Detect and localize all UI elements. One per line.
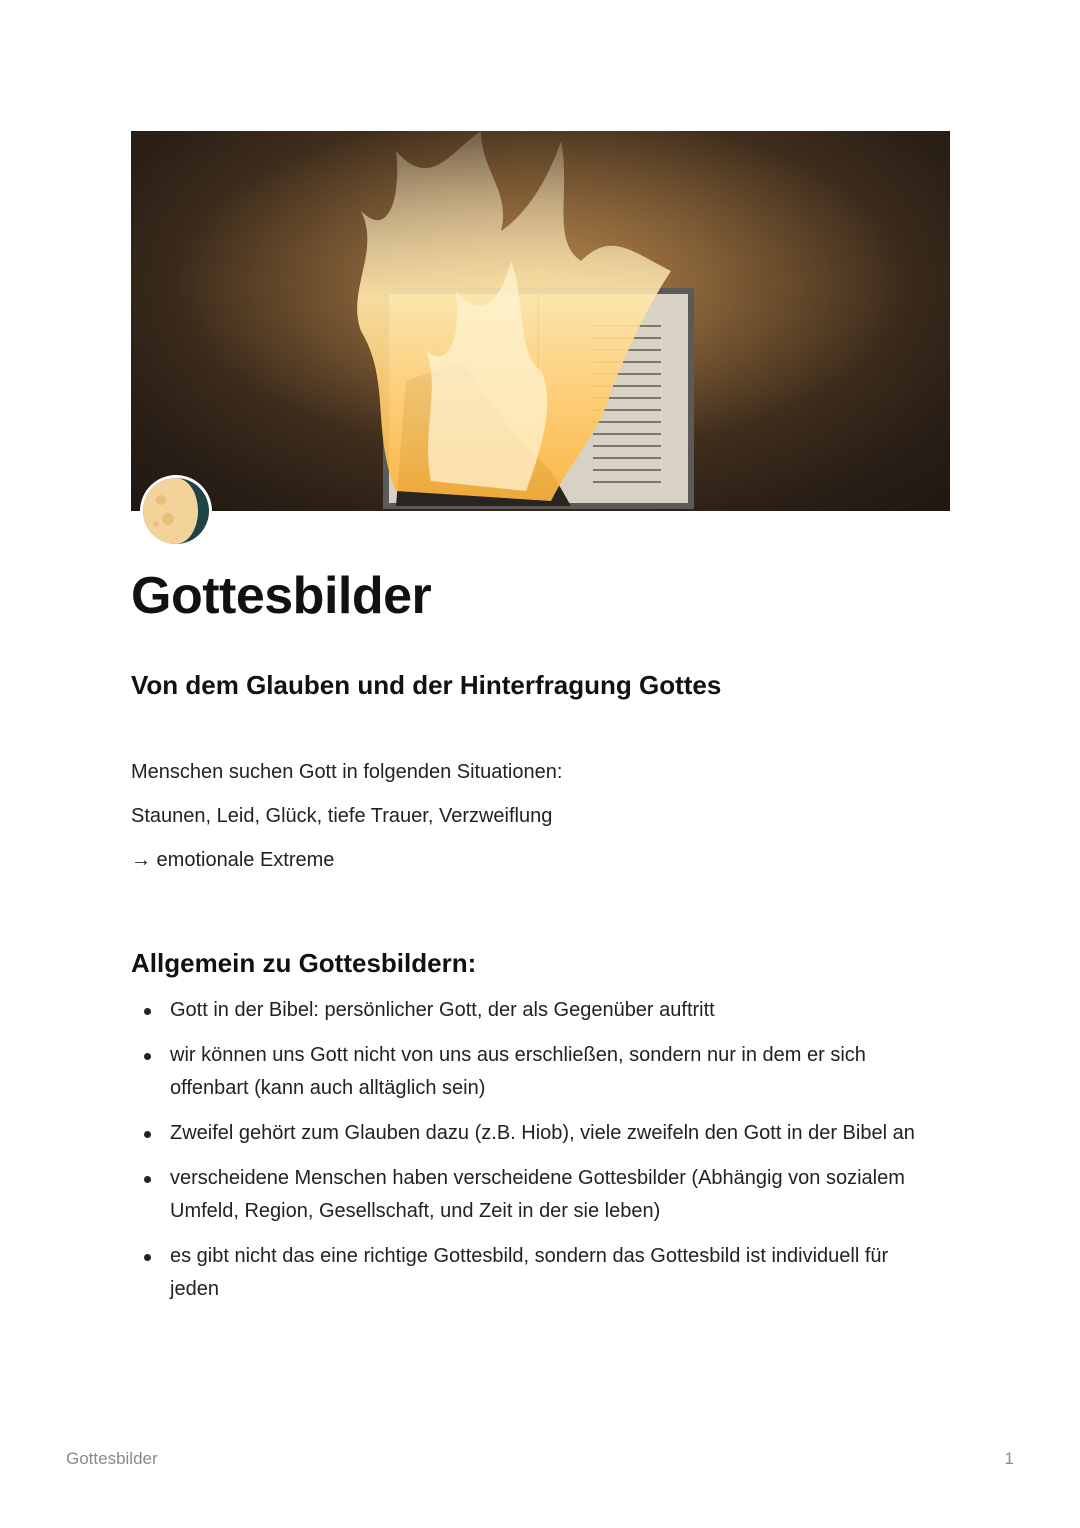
- list-item: [131, 1039, 941, 1105]
- bullet-text: verscheidene Menschen haben verscheidene Gottesbilder (Abhängig von sozialem Umfeld, Region, Gesellschaft, und Zeit in der sie leben): [170, 1167, 905, 1222]
- bullet-text: wir können uns Gott nicht von uns aus erschließen, sondern nur in dem er sich offenbart (kann auch alltäglich sein): [170, 1044, 866, 1099]
- footer-page-title: Gottesbilder: [66, 1449, 158, 1468]
- bullet-icon: [144, 1008, 151, 1015]
- bullet-text: es gibt nicht das eine richtige Gottesbild, sondern das Gottesbild ist individuell für jeden: [170, 1245, 889, 1300]
- footer-page-number: 1: [1004, 1449, 1014, 1468]
- list-item: [131, 994, 941, 1027]
- section-heading: Allgemein zu Gottesbildern:: [131, 948, 477, 978]
- intro-line-3: → emotionale Extreme: [131, 849, 335, 871]
- bullet-icon: [144, 1176, 151, 1183]
- list-item: [131, 1117, 941, 1150]
- bullet-icon: [144, 1053, 151, 1060]
- cover-image: [131, 131, 950, 511]
- intro-line-2: Staunen, Leid, Glück, tiefe Trauer, Verzweiflung: [131, 805, 553, 827]
- intro-line-1: Menschen suchen Gott in folgenden Situationen:: [131, 761, 563, 783]
- moon-icon: [139, 474, 213, 548]
- bullet-icon: [144, 1131, 151, 1138]
- subtitle: Von dem Glauben und der Hinterfragung Gottes: [131, 670, 722, 700]
- bullet-list: [131, 994, 941, 1318]
- list-item: [131, 1240, 941, 1306]
- page-title: Gottesbilder: [131, 567, 432, 625]
- bullet-text: Gott in der Bibel: persönlicher Gott, der als Gegenüber auftritt: [170, 999, 715, 1021]
- bullet-text: Zweifel gehört zum Glauben dazu (z.B. Hiob), viele zweifeln den Gott in der Bibel an: [170, 1122, 915, 1144]
- list-item: [131, 1162, 941, 1228]
- bullet-icon: [144, 1254, 151, 1261]
